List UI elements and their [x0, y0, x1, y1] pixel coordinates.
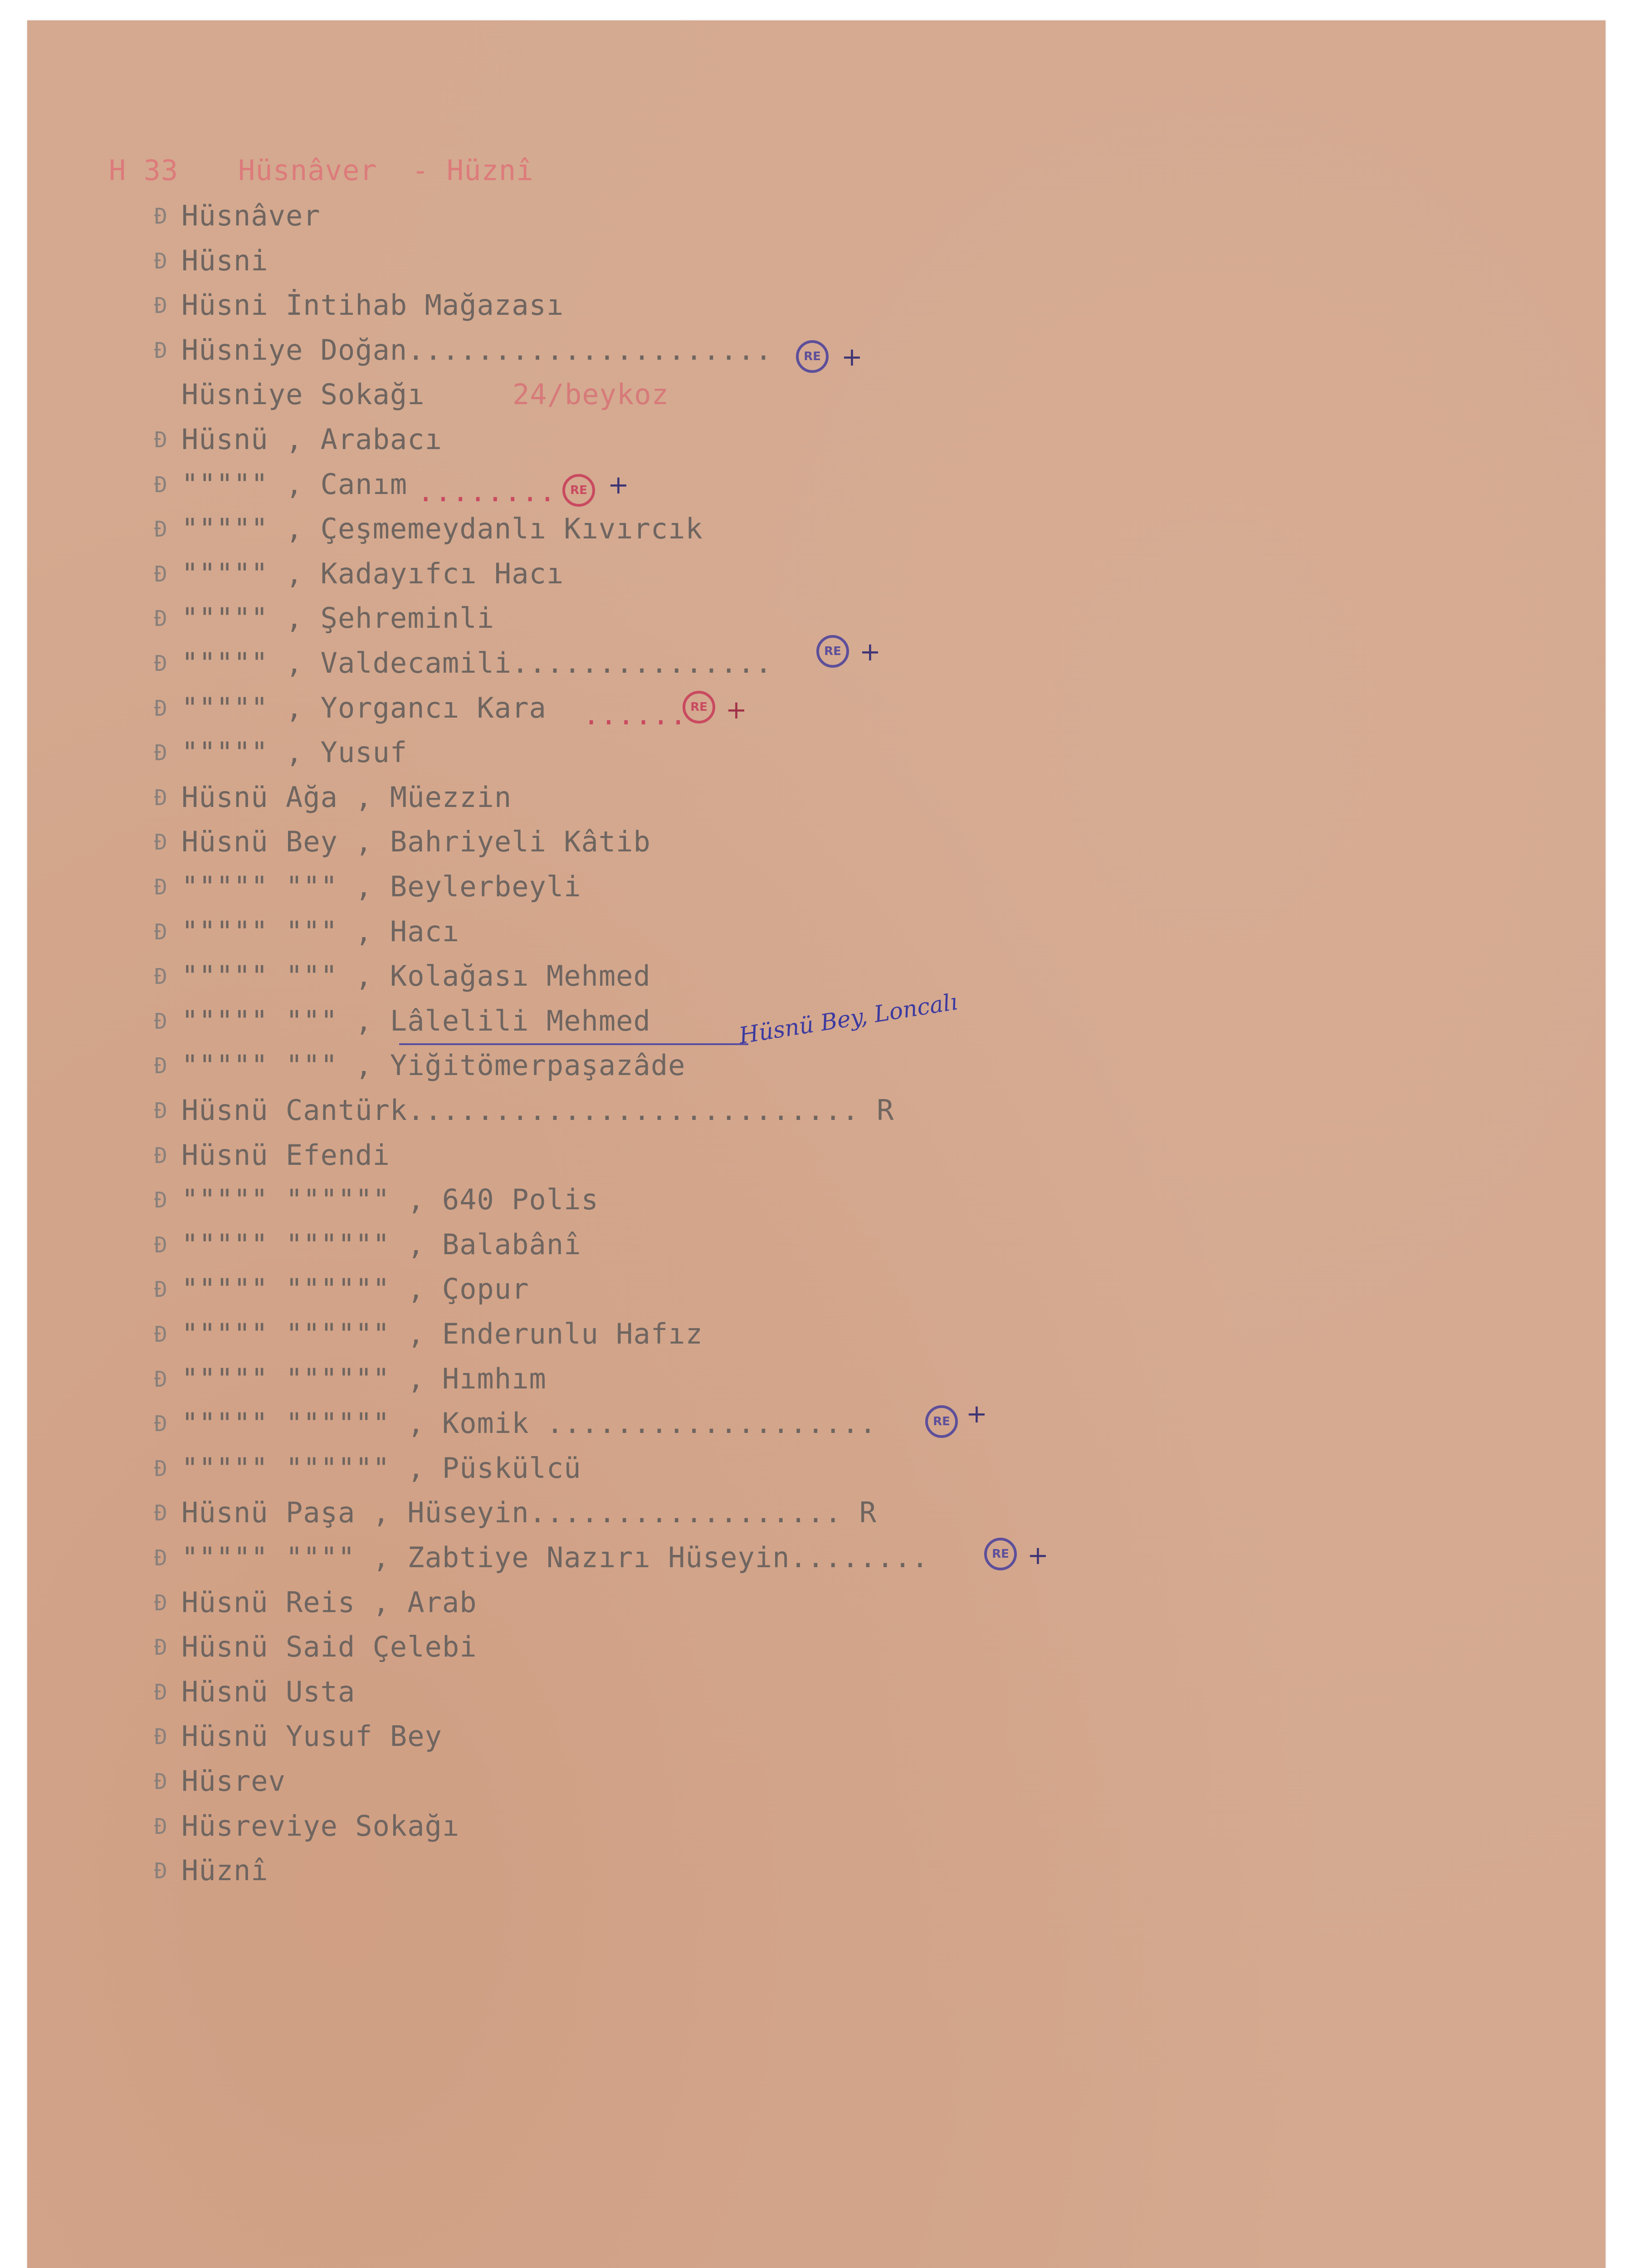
entry-text: Hüsnü Yusuf Bey	[181, 1720, 442, 1753]
entry-marker-icon: Ð	[154, 740, 167, 766]
stamp-icon: RE	[683, 691, 715, 723]
entry-text: Hüsreviye Sokağı	[181, 1809, 460, 1843]
stamp-icon: RE	[925, 1405, 958, 1438]
entry-text: Hüsnâver	[181, 199, 321, 232]
entry-text: """"" """""" , Hımhım	[181, 1362, 547, 1395]
entry-text: """"" """""" , Balabânî	[181, 1228, 581, 1261]
entry-marker-icon: Ð	[154, 338, 167, 363]
stamp-icon: RE	[816, 635, 849, 668]
stamp-icon: RE	[796, 340, 829, 373]
entry-text: """"" , Çeşmemeydanlı Kıvırcık	[181, 512, 703, 545]
entry-marker-icon: Ð	[154, 696, 167, 721]
entry-text: Hüsnü , Arabacı	[181, 423, 442, 456]
entry-text: """"" """""" , 640 Polis	[181, 1183, 599, 1216]
entry-text: """"" """ , Lâlelili Mehmed	[181, 1004, 651, 1037]
entry-marker-icon: Ð	[154, 1858, 167, 1884]
entry-text: Hüsniye Sokağı	[181, 378, 425, 411]
entry-marker-icon: Ð	[154, 1098, 167, 1124]
entry-marker-icon: Ð	[154, 249, 167, 274]
entry-marker-icon: Ð	[154, 204, 167, 229]
entry-text: """"" , Şehreminli	[181, 601, 494, 635]
entry-text: """"" , Valdecamili...............	[181, 646, 773, 679]
entry-marker-icon: Ð	[154, 1814, 167, 1839]
entry-text: Hüsnü Bey , Bahriyeli Kâtib	[181, 825, 651, 858]
entry-marker-icon: Ð	[154, 1501, 167, 1526]
entry-text: Hüsnü Cantürk.......................... R	[181, 1094, 894, 1127]
entry-marker-icon: Ð	[154, 1635, 167, 1660]
plus-mark: +	[966, 1399, 987, 1429]
entry-marker-icon: Ð	[154, 1680, 167, 1705]
entry-text: """"" """ , Kolağası Mehmed	[181, 959, 651, 992]
plus-mark: +	[1027, 1541, 1049, 1570]
entry-note: 24/beykoz	[512, 378, 669, 411]
plus-mark: +	[859, 637, 881, 667]
entry-marker-icon: Ð	[154, 1367, 167, 1392]
entry-marker-icon: Ð	[154, 830, 167, 855]
entry-text: """"" """""" , Enderunlu Hafız	[181, 1317, 703, 1350]
entry-marker-icon: Ð	[154, 1590, 167, 1616]
entry-text: Hüsnü Usta	[181, 1675, 356, 1708]
entry-text: """"" """""" , Çopur	[181, 1272, 529, 1305]
entry-text: """"" """""" , Komik ...................	[181, 1407, 877, 1440]
header-range: Hüsnâver - Hüznî	[238, 154, 534, 187]
stamp-icon: RE	[562, 474, 595, 507]
entry-text: Hüsnü Efendi	[181, 1139, 390, 1172]
entry-marker-icon: Ð	[154, 1009, 167, 1034]
entry-marker-icon: Ð	[154, 1188, 167, 1213]
entry-text: """"" """ , Beylerbeyli	[181, 870, 581, 903]
entry-text: """"" """""" , Püskülcü	[181, 1452, 581, 1485]
entry-marker-icon: Ð	[154, 875, 167, 900]
plus-mark: +	[726, 695, 747, 725]
entry-text: """"" , Canım	[181, 468, 408, 501]
entry-text: """"" , Kadayıfcı Hacı	[181, 557, 564, 590]
yorganci-dots: ......	[583, 698, 687, 731]
entry-marker-icon: Ð	[154, 472, 167, 498]
entry-marker-icon: Ð	[154, 1411, 167, 1437]
entry-text: """"" """" , Zabtiye Nazırı Hüseyin........	[181, 1541, 929, 1574]
entry-marker-icon: Ð	[154, 1143, 167, 1168]
entry-marker-icon: Ð	[154, 1053, 167, 1079]
entry-marker-icon: Ð	[154, 562, 167, 587]
entry-text: """"" , Yorgancı Kara	[181, 691, 547, 724]
entry-text: Hüsnü Paşa , Hüseyin.................. R	[181, 1496, 877, 1529]
entry-marker-icon: Ð	[154, 606, 167, 631]
entry-marker-icon: Ð	[154, 1232, 167, 1258]
header-code: H 33	[109, 154, 179, 187]
entry-marker-icon: Ð	[154, 1724, 167, 1750]
entry-text: """"" , Yusuf	[181, 736, 408, 769]
entry-marker-icon: Ð	[154, 293, 167, 318]
entry-text: Hüsni	[181, 244, 268, 277]
entry-marker-icon: Ð	[154, 651, 167, 676]
stamp-icon: RE	[984, 1538, 1017, 1570]
entry-marker-icon: Ð	[154, 919, 167, 945]
entry-marker-icon: Ð	[154, 1456, 167, 1481]
entry-marker-icon: Ð	[154, 427, 167, 453]
plus-mark: +	[841, 342, 863, 372]
document-page	[27, 20, 1606, 2268]
entry-text: Hüsnü Reis , Arab	[181, 1586, 477, 1619]
entry-text: Hüznî	[181, 1854, 268, 1887]
entry-marker-icon: Ð	[154, 1545, 167, 1571]
entry-marker-icon: Ð	[154, 1769, 167, 1794]
entry-text: """"" """ , Yiğitömerpaşazâde	[181, 1049, 686, 1082]
entry-text: Hüsrev	[181, 1765, 286, 1798]
entry-text: Hüsnü Said Çelebi	[181, 1630, 477, 1663]
entry-marker-icon: Ð	[154, 964, 167, 989]
entry-marker-icon: Ð	[154, 785, 167, 811]
entry-marker-icon: Ð	[154, 1322, 167, 1347]
canim-dots: ........	[417, 475, 556, 508]
handwritten-note: Hüsnü Bey, Loncalı	[737, 988, 960, 1049]
entry-marker-icon: Ð	[154, 1277, 167, 1302]
plus-mark: +	[608, 470, 629, 500]
entry-marker-icon: Ð	[154, 517, 167, 542]
underline-mark	[399, 1043, 748, 1045]
entry-text: Hüsni İntihab Mağazası	[181, 288, 564, 322]
entry-text: Hüsniye Doğan.....................	[181, 333, 773, 367]
entry-text: Hüsnü Ağa , Müezzin	[181, 781, 512, 814]
entry-text: """"" """ , Hacı	[181, 915, 460, 948]
